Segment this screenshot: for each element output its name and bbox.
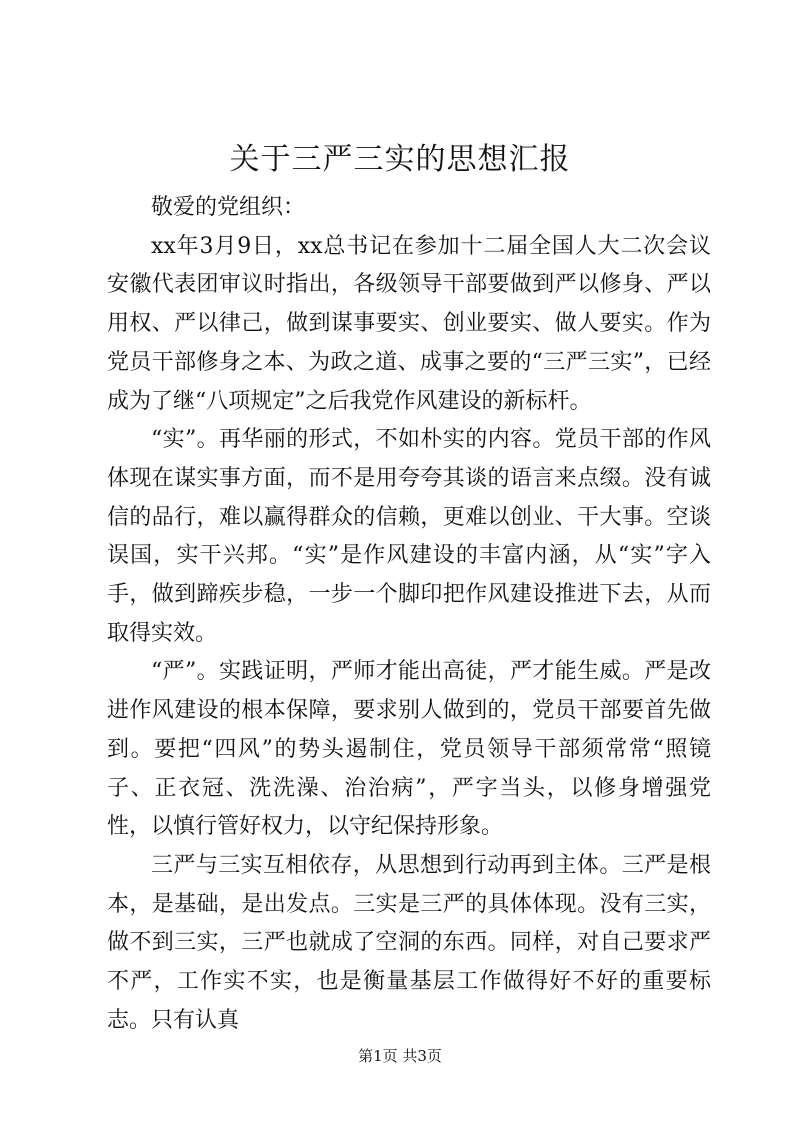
document-title: 关于三严三实的思想汇报 <box>229 142 571 177</box>
page-number: 第1页 <box>358 1047 398 1065</box>
document-body <box>107 189 711 1040</box>
paragraph-1: xx年3月9日，xx总书记在参加十二届全国人大二次会议安徽代表团审议时指出，各级领导干部要做到严以修身、严以用权、严以律己，做到谋事要实、创业要实、做人要实。作为党员干部修身之本、为政之道、成事之要的“三严三实”，已经成为了继“八项规定”之后我党作风建设的新标杆。 <box>107 233 711 414</box>
salutation: 敬爱的党组织： <box>151 195 306 220</box>
page-total: 共3页 <box>402 1047 442 1065</box>
page-footer <box>0 1046 800 1066</box>
paragraph-2: “实”。再华丽的形式，不如朴实的内容。党员干部的作风体现在谋实事方面，而不是用夸夸其谈的语言来点缀。没有诚信的品行，难以赢得群众的信赖，更难以创业、干大事。空谈误国，实干兴邦。“实”是作风建设的丰富内涵，从“实”字入手，做到蹄疾步稳，一步一个脚印把作风建设推进下去，从而取得实效。 <box>107 427 711 646</box>
paragraph-4: 三严与三实互相依存，从思想到行动再到主体。三严是根本，是基础，是出发点。三实是三严的具体体现。没有三实，做不到三实，三严也就成了空洞的东西。同样，对自己要求严不严，工作实不实，也是衡量基层工作做得好不好的重要标志。只有认真 <box>107 852 711 1033</box>
paragraph-3: “严”。实践证明，严师才能出高徒，严才能生威。严是改进作风建设的根本保障，要求别人做到的，党员干部要首先做到。要把“四风”的势头遏制住，党员领导干部须常常“照镜子、正衣冠、洗洗澡、治治病”，严字当头，以修身增强党性，以慎行管好权力，以守纪保持形象。 <box>107 659 711 840</box>
